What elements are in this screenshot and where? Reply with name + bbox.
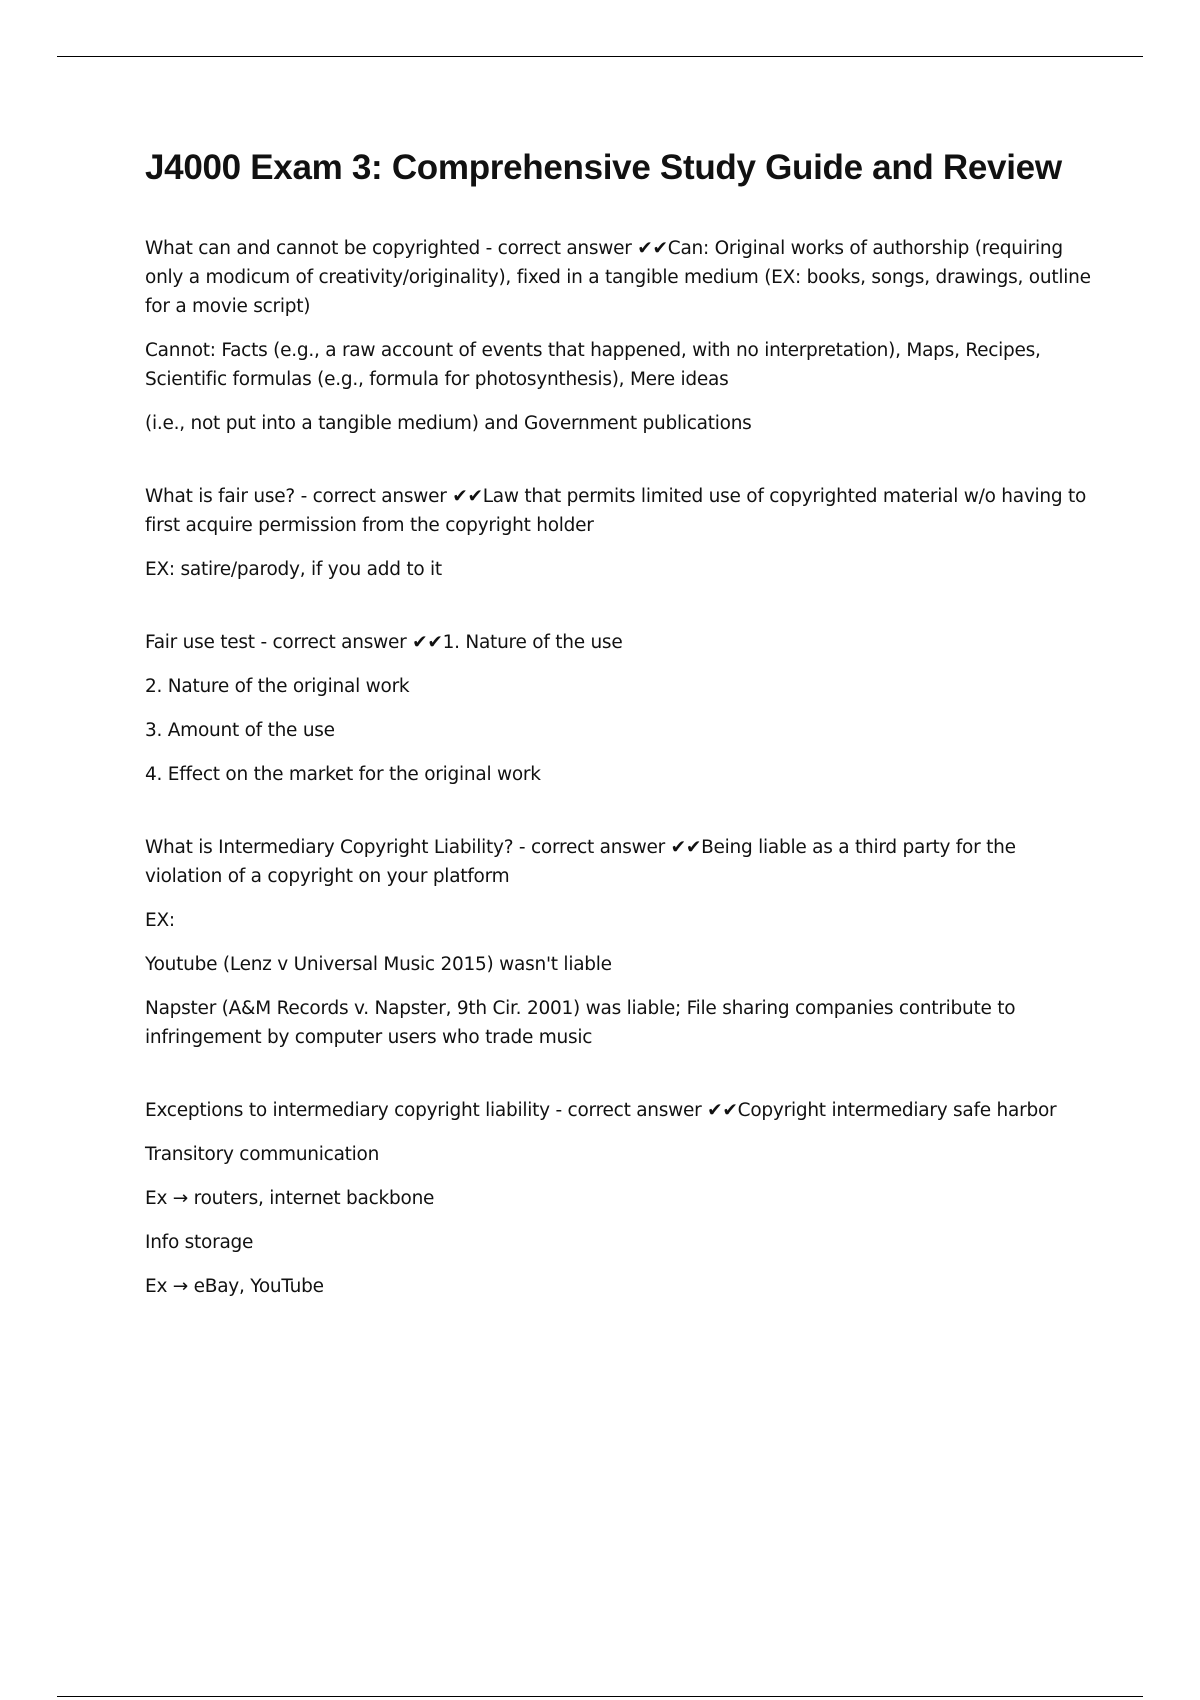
document-body: [145, 146, 1095, 1345]
qa-paragraph: 3. Amount of the use: [145, 720, 335, 741]
qa-paragraph: 2. Nature of the original work: [145, 676, 410, 697]
qa-paragraph: Ex → eBay, YouTube: [145, 1276, 324, 1297]
qa-paragraph: Exceptions to intermediary copyright liability - correct answer ✔✔Copyright intermediary safe harbor: [145, 1100, 1057, 1121]
qa-entry-fair-use-test: [145, 628, 1095, 789]
qa-paragraph: Napster (A&M Records v. Napster, 9th Cir. 2001) was liable; File sharing companies contribute to infringement by computer users who trade music: [145, 998, 1016, 1048]
qa-paragraph: EX: satire/parody, if you add to it: [145, 559, 442, 580]
qa-paragraph: Cannot: Facts (e.g., a raw account of events that happened, with no interpretation), Maps, Recipes, Scientific formulas (e.g., formula for photosynthesis), Mere ideas: [145, 340, 1041, 390]
qa-entry-fair-use: [145, 482, 1095, 584]
qa-paragraph: What can and cannot be copyrighted - correct answer ✔✔Can: Original works of authorship (requiring only a modicum of creativity/originality), fixed in a tangible medium (EX: books, songs, drawings, outline for a movie script): [145, 238, 1091, 317]
qa-paragraph: 4. Effect on the market for the original work: [145, 764, 541, 785]
qa-paragraph: What is fair use? - correct answer ✔✔Law that permits limited use of copyrighted material w/o having to first acquire permission from the copyright holder: [145, 486, 1087, 536]
bottom-rule: [57, 1696, 1143, 1697]
qa-entry-copyrightable: [145, 234, 1095, 438]
qa-paragraph: What is Intermediary Copyright Liability? - correct answer ✔✔Being liable as a third party for the violation of a copyright on your platform: [145, 837, 1016, 887]
qa-entry-intermediary-liability: [145, 833, 1095, 1052]
qa-paragraph: Youtube (Lenz v Universal Music 2015) wasn't liable: [145, 954, 612, 975]
qa-list: [145, 234, 1095, 1301]
qa-paragraph: Fair use test - correct answer ✔✔1. Nature of the use: [145, 632, 623, 653]
qa-paragraph: (i.e., not put into a tangible medium) and Government publications: [145, 413, 752, 434]
top-rule: [57, 56, 1143, 57]
qa-paragraph: EX:: [145, 910, 175, 931]
document-title: J4000 Exam 3: Comprehensive Study Guide and Review: [145, 148, 1062, 187]
qa-paragraph: Ex → routers, internet backbone: [145, 1188, 435, 1209]
qa-paragraph: Info storage: [145, 1232, 254, 1253]
qa-paragraph: Transitory communication: [145, 1144, 380, 1165]
qa-entry-liability-exceptions: [145, 1096, 1095, 1301]
